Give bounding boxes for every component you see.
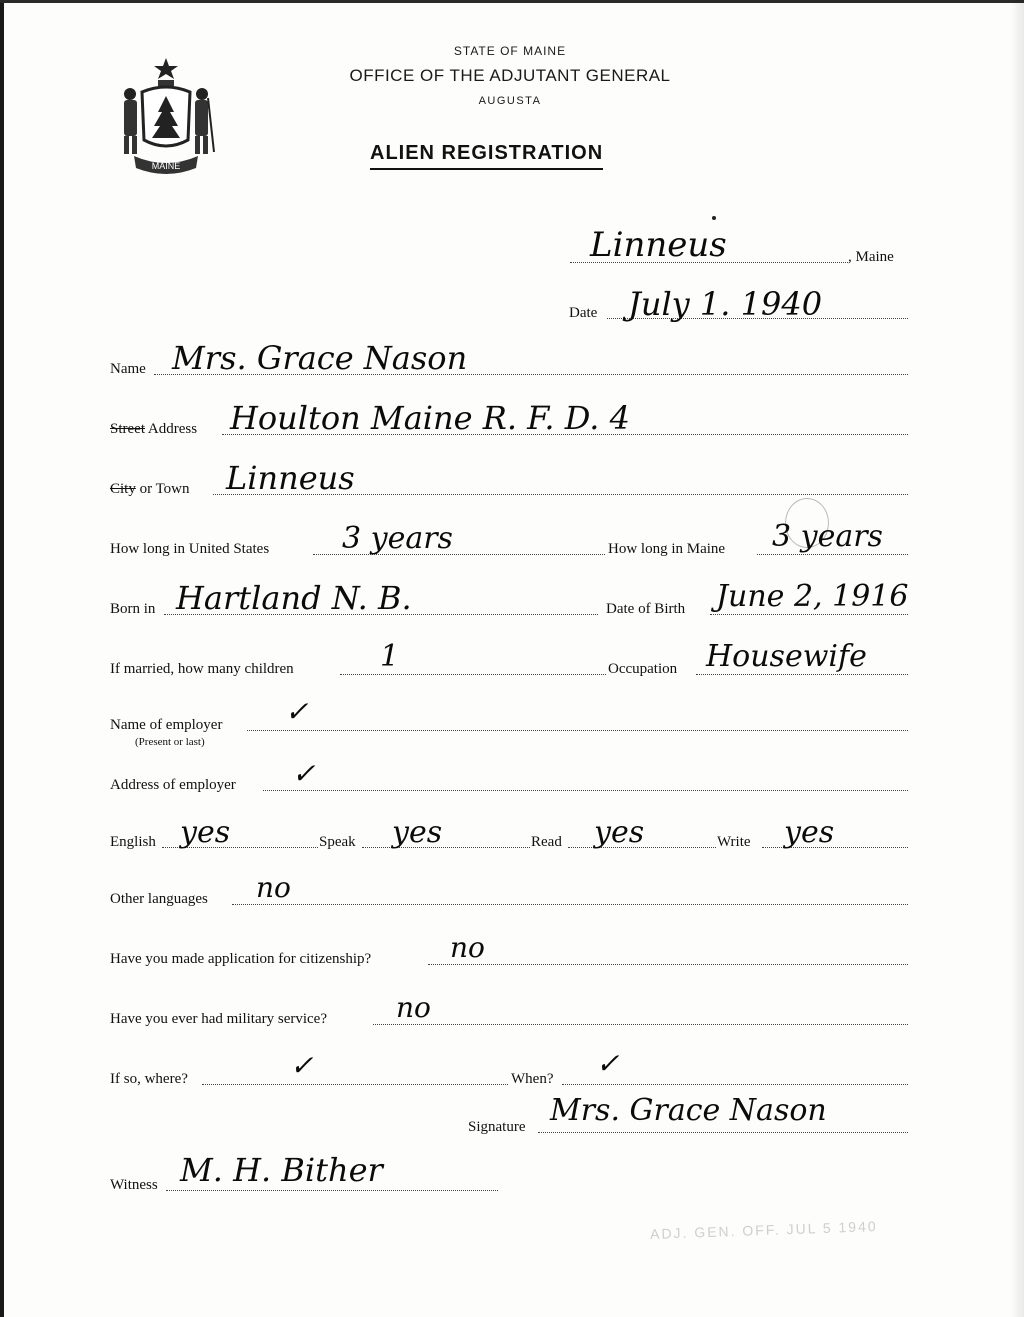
date-of-birth-line <box>710 614 908 615</box>
location-suffix: , Maine <box>848 249 894 265</box>
read-value: yes <box>594 815 645 850</box>
write-label: Write <box>717 834 751 850</box>
citizenship-line <box>428 964 908 965</box>
seal-banner-text: MAINE <box>151 161 181 171</box>
english-value: yes <box>180 815 231 850</box>
write-value: yes <box>784 815 835 850</box>
other-languages-line <box>232 904 908 905</box>
children-line <box>340 674 606 675</box>
signature-value: Mrs. Grace Nason <box>550 1093 827 1128</box>
citizenship-label: Have you made application for citizenship? <box>110 951 372 967</box>
form-title: ALIEN REGISTRATION <box>370 140 603 170</box>
employer-address-value: ✓ <box>292 757 316 790</box>
location-value: Linneus <box>590 225 727 265</box>
ink-dot <box>712 216 716 220</box>
when-label: When? <box>511 1071 554 1087</box>
employer-address-line <box>263 790 908 791</box>
english-label: English <box>110 834 156 850</box>
signature-label: Signature <box>468 1119 526 1135</box>
military-value: no <box>396 991 431 1024</box>
speak-label: Speak <box>319 834 356 850</box>
city-town-value: Linneus <box>226 459 355 497</box>
born-in-value: Hartland N. B. <box>176 579 412 617</box>
military-label: Have you ever had military service? <box>110 1011 327 1027</box>
name-label: Name <box>110 361 146 377</box>
where-value: ✓ <box>290 1049 314 1082</box>
signature-line <box>538 1132 908 1133</box>
occupation-line <box>696 674 908 675</box>
when-line <box>562 1084 908 1085</box>
how-long-maine-value: 3 years <box>772 519 883 554</box>
where-line <box>202 1084 508 1085</box>
witness-value: M. H. Bither <box>180 1151 383 1189</box>
header-office: OFFICE OF THE ADJUTANT GENERAL <box>349 66 671 85</box>
employer-name-sublabel: (Present or last) <box>135 736 205 748</box>
other-languages-value: no <box>256 871 291 904</box>
speak-value: yes <box>392 815 443 850</box>
speak-line <box>362 847 530 848</box>
born-in-label: Born in <box>110 601 156 617</box>
read-label: Read <box>531 834 562 850</box>
children-value: 1 <box>380 639 400 674</box>
header-state: STATE OF MAINE <box>453 44 567 58</box>
employer-address-label: Address of employer <box>110 777 236 793</box>
page-edge-right <box>1010 0 1024 1317</box>
city-town-label: City or Town <box>110 481 190 497</box>
date-label: Date <box>569 305 598 321</box>
how-long-maine-line <box>757 554 908 555</box>
when-value: ✓ <box>596 1047 620 1080</box>
date-value: July 1. 1940 <box>628 285 823 323</box>
employer-name-label: Name of employer <box>110 717 223 733</box>
street-address-value: Houlton Maine R. F. D. 4 <box>230 399 630 437</box>
street-address-label: Street Address <box>110 421 198 437</box>
maine-state-seal-icon <box>112 52 220 180</box>
how-long-us-value: 3 years <box>342 521 453 556</box>
date-of-birth-label: Date of Birth <box>606 601 686 617</box>
military-line <box>373 1024 908 1025</box>
how-long-maine-label: How long in Maine <box>608 541 726 557</box>
children-label: If married, how many children <box>110 661 294 677</box>
page-edge-top <box>0 0 1024 3</box>
witness-line <box>166 1190 498 1191</box>
occupation-value: Housewife <box>706 639 867 674</box>
other-languages-label: Other languages <box>110 891 208 907</box>
received-stamp: ADJ. GEN. OFF. JUL 5 1940 <box>649 1218 878 1242</box>
date-of-birth-value: June 2, 1916 <box>716 579 909 614</box>
citizenship-value: no <box>450 931 485 964</box>
employer-name-value: ✓ <box>285 695 309 728</box>
header-city: AUGUSTA <box>478 95 542 107</box>
how-long-us-label: How long in United States <box>110 541 270 557</box>
name-value: Mrs. Grace Nason <box>172 339 468 377</box>
occupation-label: Occupation <box>608 661 678 677</box>
page-edge-left <box>0 0 4 1317</box>
witness-label: Witness <box>110 1177 158 1193</box>
where-label: If so, where? <box>110 1071 188 1087</box>
employer-name-line <box>247 730 908 731</box>
